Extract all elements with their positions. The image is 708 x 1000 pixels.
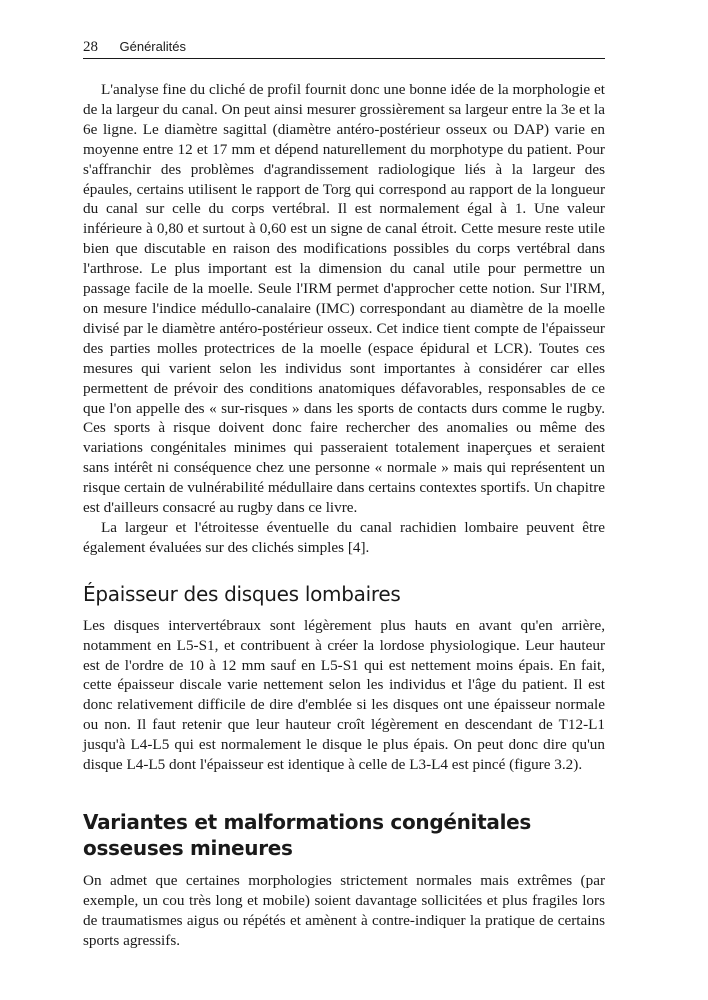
running-title: Généralités <box>119 39 186 54</box>
running-header <box>83 36 605 59</box>
page-content <box>83 80 605 951</box>
subsection-heading: Épaisseur des disques lombaires <box>83 581 401 606</box>
section-heading: Variantes et malformations congénitales osseuses mineures <box>83 810 531 860</box>
page-number: 28 <box>83 39 98 55</box>
body-paragraph: On admet que certaines morphologies strictement normales mais extrêmes (par exemple, un cou très long et mobile) soient davantage sollicitées et plus fragiles lors de traumatismes aigus ou répétés et amènent à contre-indiquer la pratique de certains sports agressifs. <box>83 872 605 949</box>
body-paragraph: Les disques intervertébraux sont légèrement plus hauts en avant qu'en arrière, notamment en L5-S1, et contribuent à créer la lordose physiologique. Leur hauteur est de l'ordre de 10 à 12 mm sauf en L5-S1 qui est nettement moins épais. En fait, cette épaisseur discale varie nettement selon les individus et l'âge du patient. Il est donc relativement difficile de dire d'emblée si les disques ont une épaisseur normale ou non. Il faut retenir que leur hauteur croît légèrement en descendant de T12-L1 jusqu'à L4-L5 qui est normalement le disque le plus épais. On peut donc dire qu'un disque L4-L5 dont l'épaisseur est identique à celle de L3-L4 est pincé (figure 3.2). <box>83 616 605 774</box>
body-paragraph: La largeur et l'étroitesse éventuelle du canal rachidien lombaire peuvent être également évaluées sur des clichés simples [4]. <box>83 518 605 556</box>
body-paragraph: L'analyse fine du cliché de profil fournit donc une bonne idée de la morphologie et de la largeur du canal. On peut ainsi mesurer grossièrement sa largeur entre la 3e et la 6e ligne. Le diamètre sagittal (diamètre antéro-postérieur osseux ou DAP) varie en moyenne entre 12 et 17 mm et dépend naturellement du morphotype du patient. Pour s'affranchir des problèmes d'agrandissement radiologique liés à la largeur des épaules, certains utilisent le rapport de Torg qui correspond au rapport de la longueur du canal sur celle du corps vertébral. Il est normalement égal à 1. Une valeur inférieure à 0,80 et surtout à 0,60 est un signe de canal étroit. Cette mesure reste utile bien que discutable en raison des modifications possibles du corps vertébral dans l'arthrose. Le plus important est la dimension du canal utile pour permettre un passage facile de la moelle. Seule l'IRM permet d'approcher cette notion. Sur l'IRM, on mesure l'indice médullo-canalaire (IMC) correspondant au diamètre de la moelle divisé par le diamètre antéro-postérieur osseux. Cet indice tient compte de l'épaisseur des parties molles protectrices de la moelle (espace épidural et LCR). Toutes ces mesures qui varient selon les individus sont importantes à considérer car elles permettent de prévoir des conditions anatomiques défavorables, responsables de ce que l'on appelle des « sur-risques » dans les sports de contacts durs comme le rugby. Ces sports à risque doivent donc faire rechercher des anomalies ou même des variations congénitales minimes qui passeraient totalement inaperçues et seraient sans intérêt ni conséquence chez une personne « normale » mais qui représentent un risque certain de vulnérabilité médullaire dans certains contextes sportifs. Un chapitre est d'ailleurs consacré au rugby dans ce livre. <box>83 81 605 517</box>
document-page <box>83 0 605 1000</box>
